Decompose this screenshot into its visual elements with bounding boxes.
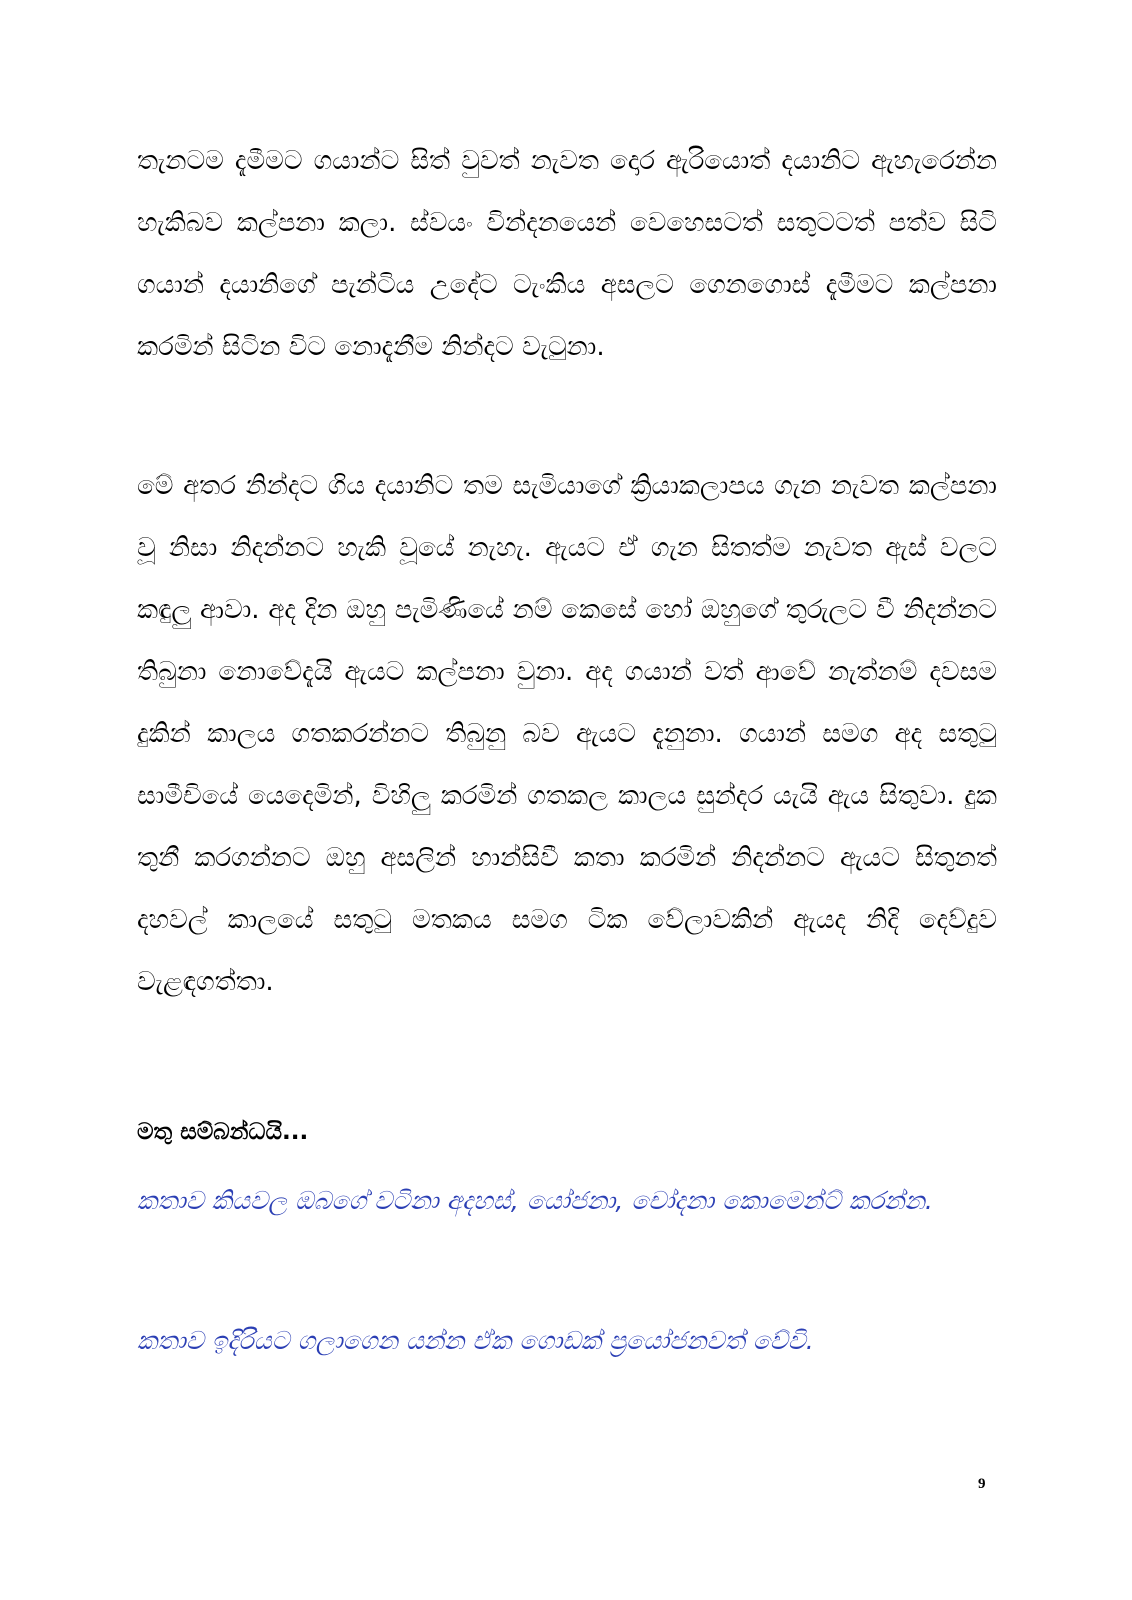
to-be-continued-heading: මතු සම්බන්ධයි...	[137, 1119, 309, 1145]
comment-request-note: කතාව කියවල ඔබගේ වටිනා අදහස්, යෝජනා, චෝදනා කොමෙන්ට් කරන්න.	[137, 1186, 933, 1215]
page-number: 9	[978, 1476, 986, 1492]
story-paragraph-1	[137, 130, 997, 378]
paragraph-text: තැනටම දැමීමට ගයාන්ට සිත් වුවත් නැවත දොර ඇරියොත් දයානිට ඇහැරෙන්න හැකිබව කල්පනා කලා. ස්වයං වින්දනයෙන් වෙහෙසටත් සතුටටත් පත්ව සිටි ගයාන් දයානිගේ පැන්ටිය උදේට ටැංකිය අසලට ගෙනගොස් දැමීමට කල්පනා කරමින් සිටින විට නොදැනීම නින්දට වැටුනා.	[137, 146, 997, 362]
encouragement-note: කතාව ඉදිරියට ගලාගෙන යන්න ඒක ගොඩක් ප්‍රයෝජනවත් වේවි.	[137, 1326, 814, 1355]
story-paragraph-2	[137, 455, 997, 1013]
paragraph-text: මේ අතර නින්දට ගිය දයානිට තම සැමියාගේ ක්‍රියාකලාපය ගැන නැවත කල්පනා වූ නිසා නිදන්නට හැකි වූයේ නැහැ. ඇයට ඒ ගැන සිතත්ම නැවත ඇස් වලට කඳුලු ආවා. අද දින ඔහු පැමිණියේ නම් කෙසේ හෝ ඔහුගේ තුරුලට වී නිදන්නට තිබුනා නොවේදැයි ඇයට කල්පනා වුනා. අද ගයාන් වත් ආවේ නැත්නම් දවසම දුකින් කාලය ගතකරන්නට තිබුනු බව ඇයට දැනුනා. ගයාන් සමග අද සතුටු සාමීචියේ යෙදෙමින්, විහිලු කරමින් ගතකල කාලය සුන්දර යැයි ඇය සිතුවා. දුක තුනී කරගන්නට ඔහු අසලින් හාන්සිවී කතා කරමින් නිදන්නට ඇයට සිතුනත් දහවල් කාලයේ සතුටු මතකය සමග ටික වේලාවකින් ඇයද නිදි දෙව්දුව වැළඳගත්තා.	[137, 471, 997, 997]
